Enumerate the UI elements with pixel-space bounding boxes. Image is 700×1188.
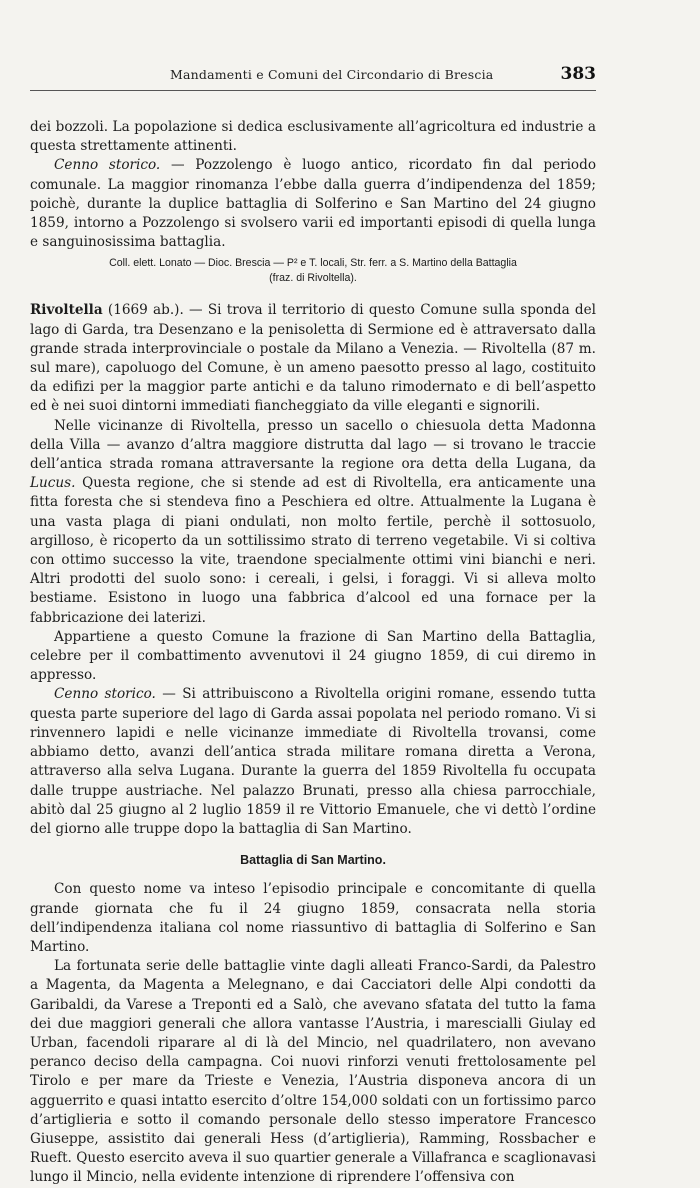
entry-heading: Rivoltella (30, 302, 103, 319)
lucus-word: Lucus. (30, 475, 76, 492)
paragraph-1: dei bozzoli. La popolazione si dedica esclusivamente all’agricoltura ed industrie a questa strettamente attinenti. (30, 119, 596, 155)
running-header (30, 64, 596, 91)
page-number: 383 (560, 64, 596, 84)
paragraph-3 (30, 301, 596, 416)
paragraph-4 (30, 417, 596, 628)
cenno-storico-label-2: Cenno storico. (54, 686, 156, 703)
cenno-storico-label: Cenno storico. (54, 157, 161, 174)
body-text (30, 118, 596, 1188)
header-title: Mandamenti e Comuni del Circondario di Brescia (170, 67, 494, 82)
paragraph-4-a: Nelle vicinanze di Rivoltella, presso un sacello o chiesuola detta Madonna della Villa — avanzo d’altra maggiore distrutta dal lago — si trovano le traccie dell’antica strada romana attraversante la regione ora detta della Lugana, da (30, 417, 596, 473)
paragraph-4-b: Questa regione, che si stende ad est di Rivoltella, era anticamente una fitta foresta che si stendeva fino a Peschiera ed oltre. Attualmente la Lugana è una vasta plaga di piani ondulati, non molto fertile, perchè il sottosuolo, argilloso, è ricoperto da un sottilissimo strato di terreno vegetabile. Vi si coltiva con ottimo successo la vite, traendone specialmente ottimi vini bianchi e neri. Altri prodotti del suolo sono: i cereali, i gelsi, i foraggi. Vi si alleva molto bestiame. Esistono in luogo una fabbrica d’alcool ed una fornace per la fabbricazione dei laterizi. (30, 475, 596, 626)
paragraph-8: La fortunata serie delle battaglie vinte dagli alleati Franco-Sardi, da Palestro a Magenta, da Magenta a Melegnano, e dai Cacciatori delle Alpi condotti da Garibaldi, da Varese a Treponti ed a Salò, che avevano sfatata del tutto la fama dei due maggiori generali che allora vantasse l’Austria, i marescialli Giulay ed Urban, facendoli riparare al di là del Mincio, nel quadrilatero, non avevano peranco deciso della campagna. Coi nuovi rinforzi venuti frettolosamente pel Tirolo e per mare da Trieste e Venezia, l’Austria disponeva ancora di un agguerrito e quasi intatto esercito d’oltre 154,000 soldati con un fortissimo parco d’artiglieria e sotto il comando personale dello stesso imperatore Francesco Giuseppe, assistito dai generali Hess (d’artiglieria), Ramming, Rossbacher e Rueft. Questo esercito aveva il suo quartier generale a Villafranca e scaglionavasi lungo il Mincio, nella evidente intenzione di riprendere l’offensiva con (30, 958, 596, 1186)
section-title: Battaglia di San Martino. (240, 853, 386, 868)
spacer (30, 286, 596, 301)
note-line-2: (fraz. di Rivoltella). (269, 272, 357, 285)
paragraph-6 (30, 685, 596, 839)
paragraph-7: Con questo nome va inteso l’episodio principale e concomitante di quella grande giornata che fu il 24 giugno 1859, consacrata nella storia dell’indipendenza italiana col nome riassuntivo di battaglia di Solferino e San Martino. (30, 881, 596, 955)
paragraph-3-text: (1669 ab.). — Si trova il territorio di questo Comune sulla sponda del lago di Garda, tra Desenzano e la penisoletta di Sermione ed è attraversato dalla grande strada interprovinciale o postale da Milano a Venezia. — Rivoltella (87 m. sul mare), capoluogo del Comune, è un ameno paesotto presso al lago, costituito da edifizi per la maggior parte antichi e da taluno rimodernato e di bell’aspetto ed è nei suoi dintorni immediati fiancheggiato da ville eleganti e signorili. (30, 302, 596, 415)
note-line-1: Coll. elett. Lonato — Dioc. Brescia — P² e T. locali, Str. ferr. a S. Martino della Battaglia (109, 257, 517, 270)
paragraph-2-text: — Pozzolengo è luogo antico, ricordato fin dal periodo comunale. La maggior rinomanza l’ebbe dalla guerra d’indipendenza del 1859; poichè, durante la duplice battaglia di Solferino e San Martino del 24 giugno 1859, intorno a Pozzolengo si svolsero varii ed importanti episodi di quella lunga e sanguinosissima battaglia. (30, 157, 597, 251)
paragraph-2 (30, 156, 596, 252)
paragraph-5: Appartiene a questo Comune la frazione di San Martino della Battaglia, celebre per il combattimento avvenutovi il 24 giugno 1859, di cui diremo in appresso. (30, 628, 596, 684)
paragraph-6-text: — Si attribuiscono a Rivoltella origini romane, essendo tutta questa parte superiore del lago di Garda assai popolata nel periodo romano. Vi si rinvennero lapidi e nelle vicinanze immediate di Rivoltella trovansi, come abbiamo detto, avanzi dell’antica strada militare romana diretta a Verona, attraverso alla selva Lugana. Durante la guerra del 1859 Rivoltella fu occupata dalle truppe austriache. Nel palazzo Brunati, presso alla chiesa parrocchiale, abitò dal 25 giugno al 2 luglio 1859 il re Vittorio Emanuele, che vi dettò l’ordine del giorno alle truppe dopo la battaglia di San Martino. (30, 686, 597, 837)
